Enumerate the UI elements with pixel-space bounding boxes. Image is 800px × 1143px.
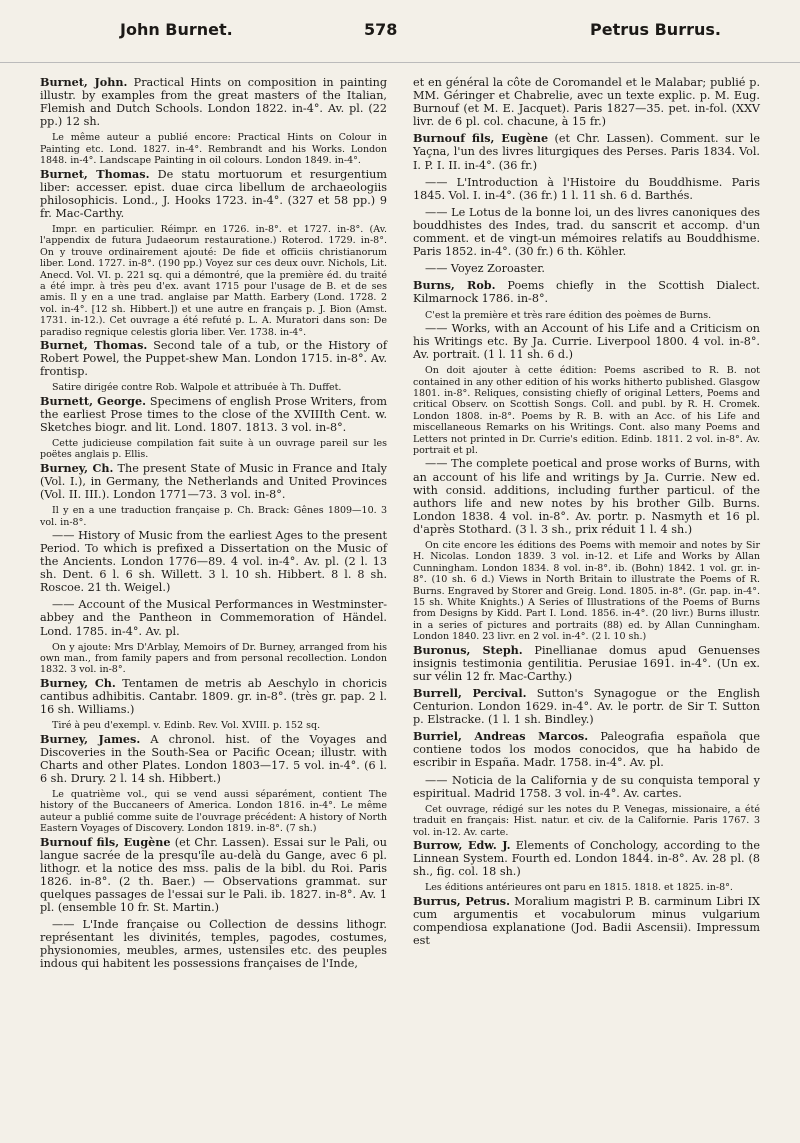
bibliography-entry <box>40 339 387 378</box>
entry-note: Le même auteur a publié encore: Practical Hints on Colour in Painting etc. Lond. 1827. in-4°. Rembrandt and his Works. London 1848. in-4°. Landscape Painting in oil colours. London 1849. in-4°. <box>40 132 387 167</box>
entry-note: Il y en a une traduction française p. Ch. Brack: Gênes 1809—10. 3 vol. in-8°. <box>40 505 387 528</box>
page-number: 578 <box>364 20 398 39</box>
sub-entry: —— Voyez Zoroaster. <box>425 262 545 276</box>
entry-heading: Burnett, George. <box>40 393 147 408</box>
entry-text: Tentamen de metris ab Aeschylo in choricis cantibus adhibitis. Cantabr. 1809. gr. in-8°. (très gr. pap. 2 l. 16 sh. Williams.) <box>40 676 387 717</box>
bibliography-entry <box>40 168 387 220</box>
entry-heading: Burriel, Andreas Marcos. <box>413 729 589 744</box>
entry-note: On cite encore les éditions des Poems with memoir and notes by Sir H. Nicolas. London 1839. 3 vol. in-12. et Life and Works by Allan Cunningham. London 1834. 8 vol. in-8°. ib. (Bohn) 1842. 1 vol. gr. in-8°. (10 sh. 6 d.) Views in North Britain to illustrate the Poems of R. Burns. Engraved by Storer and Greig. Lond. 1805. in-8°. (Gr. pap. in-4°. 15 sh. White Knights.) A Series of Illustrations of the Poems of Burns from Designs by Kidd. Part I. Lond. 1856. in-4°. (20 livr.) Burns illustr. in a series of pictures and portraits (88) ed. by Allan Cunningham. London 1840. 23 livr. en 2 vol. in-4°. (2 l. 10 sh.) <box>413 540 760 643</box>
bibliography-entry <box>40 677 387 716</box>
entry-heading: Burnet, John. <box>40 75 128 89</box>
entry-text: Poems chiefly in the Scottish Dialect. Kilmarnock 1786. in-8°. <box>413 279 760 306</box>
sub-entry: —— The complete poetical and prose works of Burns, with an account of his life and writings by Ja. Currie. New ed. with consid. additions, including further particul. of the authors life and new notes by his brother Gilb. Burns. London 1838. 4 vol. in-8°. Av. portr. p. Nasmyth et 16 pl. d'après Stothard. (3 l. 3 sh., prix réduit 1 l. 4 sh.) <box>413 457 760 536</box>
sub-entry: —— L'Inde française ou Collection de dessins lithogr. représentant les divinités, temples, pagodes, costumes, physionomies, meubles, armes, ustensiles etc. des peuples indous qui habitent les possessions françaises de l'Inde, <box>40 918 387 971</box>
continued-text: et en général la côte de Coromandel et le Malabar; publié p. MM. Géringer et Chabrelie, avec un texte explic. p. M. Eug. Burnouf (et M. E. Jacquet). Paris 1827—35. pet. in-fol. (XXV livr. de 6 pl. col. chacune, à 15 fr.) <box>413 76 760 129</box>
bibliography-entry <box>40 395 387 434</box>
entry-text: Practical Hints on composition in painting illustr. by examples from the great masters of the Italian, Flemish and Dutch Schools. London 1822. in-4°. Av. pl. (22 pp.) 12 sh. <box>40 76 387 129</box>
entry-note: Cet ouvrage, rédigé sur les notes du P. Venegas, missionaire, a été traduit en français: Hist. natur. et civ. de la Californie. Paris 1767. 3 vol. in-12. Av. carte. <box>413 803 760 838</box>
bibliography-entry <box>413 895 760 947</box>
bibliography-entry <box>413 644 760 683</box>
header-left-name: John Burnet. <box>120 20 233 39</box>
entry-heading: Burney, James. <box>40 731 141 746</box>
entry-heading: Burnouf fils, Eugène <box>413 131 549 146</box>
running-header <box>0 0 800 63</box>
entry-text: Second tale of a tub, or the History of Robert Powel, the Puppet-shew Man. London 1715. in-8°. Av. frontisp. <box>40 339 387 379</box>
entry-note: On y ajoute: Mrs D'Arblay, Memoirs of Dr. Burney, arranged from his own man., from family papers and from personal recollection. London 1832. 3 vol. in-8°. <box>40 641 387 676</box>
bibliography-entry <box>413 687 760 726</box>
entry-text: Paleografia española que contiene todos los modos conocidos, que ha habido de escribir in España. Madr. 1758. in-4°. Av. pl. <box>413 730 761 770</box>
entry-text: Elements of Conchology, according to the Linnean System. Fourth ed. London 1844. in-8°. Av. 28 pl. (8 sh., fig. col. 18 sh.) <box>413 838 761 879</box>
bibliography-entry <box>40 76 387 128</box>
entry-heading: Burrow, Edw. J. <box>413 837 511 852</box>
left-column <box>40 76 387 975</box>
entry-heading: Burnet, Thomas. <box>40 338 148 353</box>
sub-entry: —— History of Music from the earliest Ages to the present Period. To which is prefixed a Dissertation on the Music of the Ancients. London 1776—89. 4 vol. in-4°. Av. pl. (2 l. 13 sh. Dent. 6 l. 6 sh. Willett. 3 l. 10 sh. Hibbert. 8 l. 8 sh. Roscoe. 21 th. Weigel.) <box>40 528 387 595</box>
sub-entry: —— Le Lotus de la bonne loi, un des livres canoniques des bouddhistes des Indes, trad. du sanscrit et accomp. d'un comment. et de vingt-un mémoires relatifs au Bouddhisme. Paris 1852. in-4°. (30 fr.) 6 th. Köhler. <box>413 205 760 259</box>
entry-text: Pinellianae domus apud Genuenses insignis testimonia gentilitia. Perusiae 1691. in-4°. (Un ex. sur vélin 12 fr. Mac-Carthy.) <box>413 643 760 683</box>
bibliography-entry <box>413 132 760 171</box>
entry-text: A chronol. hist. of the Voyages and Discoveries in the South-Sea or Pacific Ocean; illustr. with Charts and other Plates. London 1803—17. 5 vol. in-4°. (6 l. 6 sh. Drury. 2 l. 14 sh. Hibbert.) <box>40 732 387 785</box>
right-column <box>413 76 760 951</box>
entry-note: Satire dirigée contre Rob. Walpole et attribuée à Th. Duffet. <box>52 382 342 394</box>
entry-text: The present State of Music in France and Italy (Vol. I.), in Germany, the Netherlands and United Provinces (Vol. II. III.). London 1771—73. 3 vol. in-8°. <box>40 461 388 501</box>
bibliography-entry <box>40 836 387 915</box>
entry-note: Tiré à peu d'exempl. v. Edinb. Rev. Vol. XVIII. p. 152 sq. <box>52 720 321 732</box>
bibliography-entry <box>413 839 760 878</box>
entry-note: On doit ajouter à cette édition: Poems ascribed to R. B. not contained in any other edition of his works hitherto published. Glasgow 1801. in-8°. Reliques, consisting chiefly of original Letters, Poems and critical Observ. on Scottish Songs. Coll. and publ. by R. H. Cromek. London 1808. in-8°. Poems by R. B. with an Acc. of his Life and miscellaneous Remarks on his Writings. Cont. also many Poems and Letters not printed in Dr. Currie's edition. Edinb. 1811. 2 vol. in-8°. Av. portrait et pl. <box>413 365 760 457</box>
entry-text: (et Chr. Lassen). Essai sur le Pali, ou langue sacrée de la presqu'île au-delà du Gange, avec 6 pl. lithogr. et la notice des mss. palis de la bibl. du Roi. Paris 1826. in-8°. (2 th. Baer.) — Observations grammat. sur quelques passages de l'essai sur le Pali. ib. 1827. in-8°. Av. 1 pl. (ensemble 10 fr. St. Martin.) <box>40 835 388 915</box>
entry-heading: Burrus, Petrus. <box>413 893 510 908</box>
entry-text: Sutton's Synagogue or the English Centurion. London 1629. in-4°. Av. le portr. de Sir T. Sutton p. Elstracke. (1 l. 1 sh. Bindley.) <box>413 686 760 727</box>
entry-heading: Burney, Ch. <box>40 675 116 690</box>
entry-heading: Burns, Rob. <box>413 278 496 293</box>
entry-heading: Burrell, Percival. <box>413 685 527 700</box>
entry-text: Moralium magistri P. B. carminum Libri IX cum argumentis et vocabulorum minus vulgarium compendiosa explanatione (Jod. Badii Ascensii). Impressum est <box>413 894 761 947</box>
entry-heading: Burnet, Thomas. <box>40 166 150 181</box>
bibliography-entry <box>413 279 760 305</box>
bibliography-entry <box>40 733 387 785</box>
entry-note: Cette judicieuse compilation fait suite à un ouvrage pareil sur les poëtes anglais p. Ellis. <box>40 438 387 461</box>
entry-note: Impr. en particulier. Réimpr. en 1726. in-8°. et 1727. in-8°. (Av. l'appendix de futura Judaeorum restauratione.) Roterod. 1729. in-8°. On y trouve ordinairement ajouté: De fide et officiis christianorum liber. Lond. 1727. in-8°. (190 pp.) Voyez sur ces deux ouvr. Nichols, Lit. Anecd. Vol. VI. p. 221 sq. qui a démontré, que la première éd. du traité a été impr. à très peu d'ex. avant 1715 pour l'usage de B. et de ses amis. Il y en a une trad. anglaise par Matth. Earbery (Lond. 1728. 2 vol. in-4°. [12 sh. Hibbert.]) et une autre en français p. J. Bion (Amst. 1731. in-12.). Cet ouvrage a été refuté p. L. A. Muratori dans son: De paradiso regnique celestis gloria liber. Ver. 1738. in-4°. <box>40 223 387 338</box>
entry-note: Les éditions antérieures ont paru en 1815. 1818. et 1825. in-8°. <box>425 882 733 894</box>
bibliography-entry <box>413 730 760 769</box>
entry-text: De statu mortuorum et resurgentium liber: accesser. epist. duae circa libellum de archaeologiis philosophicis. Lond., J. Hooks 1723. in-4°. (327 et 58 pp.) 9 fr. Mac-Carthy. <box>40 167 387 220</box>
sub-entry: —— Noticia de la California y de su conquista temporal y espiritual. Madrid 1758. 3 vol. in-4°. Av. cartes. <box>413 773 760 800</box>
entry-heading: Buronus, Steph. <box>413 642 523 657</box>
sub-entry: —— L'Introduction à l'Histoire du Bouddhisme. Paris 1845. Vol. I. in-4°. (36 fr.) 1 l. 11 sh. 6 d. Barthés. <box>413 175 760 202</box>
entry-heading: Burney, Ch. <box>40 460 114 475</box>
header-right-name: Petrus Burrus. <box>590 20 721 39</box>
entry-heading: Burnouf fils, Eugène <box>40 834 171 849</box>
sub-entry: —— Works, with an Account of his Life and a Criticism on his Writings etc. By Ja. Currie. Liverpool 1800. 4 vol. in-8°. Av. portrait. (1 l. 11 sh. 6 d.) <box>413 321 760 362</box>
entry-text: (et Chr. Lassen). Comment. sur le Yaçna, l'un des livres liturgiques des Perses. Paris 1834. Vol. I. P. I. II. in-4°. (36 fr.) <box>413 132 760 172</box>
entry-note: C'est la première et très rare édition des poèmes de Burns. <box>425 309 712 321</box>
sub-entry: —— Account of the Musical Performances in Westminster-abbey and the Pantheon in Commemoration of Händel. Lond. 1785. in-4°. Av. pl. <box>40 598 387 638</box>
entry-text: Specimens of english Prose Writers, from the earliest Prose times to the close of the XVIIIth Cent. w. Sketches biogr. and lit. Lond. 1807. 1813. 3 vol. in-8°. <box>40 394 387 434</box>
bibliography-entry <box>40 462 387 501</box>
entry-note: Le quatrième vol., qui se vend aussi séparément, contient The history of the Buccaneers of America. London 1816. in-4°. Le même auteur a publié comme suite de l'ouvrage précédent: A history of North Eastern Voyages of Discovery. London 1819. in-8°. (7 sh.) <box>40 788 387 835</box>
